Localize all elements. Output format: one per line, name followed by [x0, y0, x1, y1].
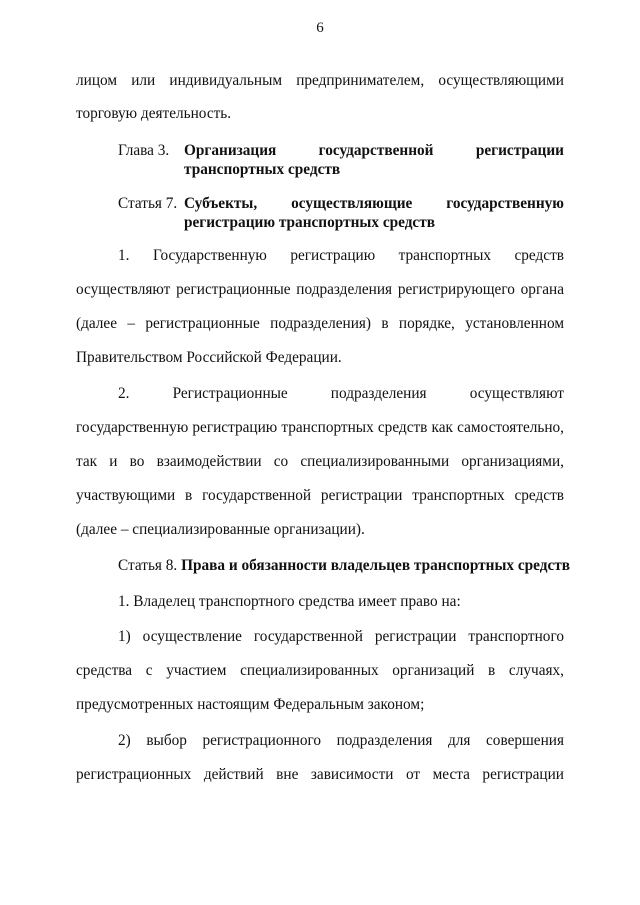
text-line: 1. Владелец транспортного средства имеет право на: [118, 593, 461, 610]
text-line: 2) выбор регистрационного подразделения для совершения [118, 732, 564, 749]
text-line: 1. Государственную регистрацию транспортных средств [118, 247, 564, 264]
article-label: Статья 8. [118, 557, 178, 574]
article-title: Субъекты, осуществляющие государственную [184, 195, 564, 212]
article-heading [118, 556, 571, 575]
text-line: 1) осуществление государственной регистрации транспортного [118, 628, 564, 645]
text-line: осуществляют регистрационные подразделения регистрирующего органа [76, 281, 564, 298]
page-number: 6 [316, 20, 324, 36]
text-line: предусмотренных настоящим Федеральным законом; [76, 696, 425, 713]
text-line: так и во взаимодействии со специализированными организациями, [76, 453, 564, 470]
text-line: 2. Регистрационные подразделения осуществляют [118, 385, 564, 402]
text-line: участвующими в государственной регистрации транспортных средств [76, 487, 564, 504]
chapter-title: Организация государственной регистрации [184, 142, 564, 159]
text-line: (далее – регистрационные подразделения) в порядке, установленном [76, 315, 564, 332]
chapter-label: Глава 3. [118, 142, 170, 159]
text-line: торговую деятельность. [76, 105, 232, 122]
article-title: регистрацию транспортных средств [184, 214, 436, 231]
text-line: (далее – специализированные организации). [76, 521, 365, 538]
article-title: Права и обязанности владельцев транспортных средств [181, 557, 571, 574]
chapter-title: транспортных средств [184, 161, 341, 178]
text-line: Правительством Российской Федерации. [76, 349, 342, 366]
article-label: Статья 7. [118, 195, 178, 212]
text-line: средства с участием специализированных организаций в случаях, [76, 662, 564, 679]
text-line: регистрационных действий вне зависимости от места регистрации [76, 766, 564, 783]
text-line: государственную регистрацию транспортных средств как самостоятельно, [76, 419, 564, 436]
text-line: лицом или индивидуальным предпринимателем, осуществляющими [76, 72, 564, 89]
